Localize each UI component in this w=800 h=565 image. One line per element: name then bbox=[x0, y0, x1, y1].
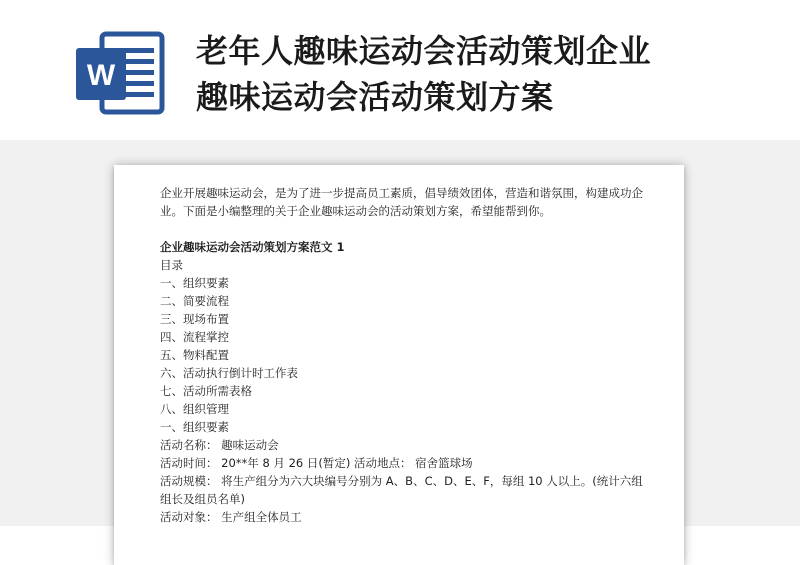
activity-rules: 活动规模： 将生产组分为六大块编号分别为 A、B、C、D、E、F，每组 10 人以上。(统计六组组长及组员名单) bbox=[160, 474, 643, 506]
toc-heading: 目录 bbox=[160, 258, 183, 272]
document-content bbox=[160, 184, 650, 526]
toc-item: 七、活动所需表格 bbox=[160, 384, 252, 398]
title-line-1: 老年人趣味运动会活动策划企业 bbox=[196, 32, 652, 70]
toc-item: 六、活动执行倒计时工作表 bbox=[160, 366, 298, 380]
toc-item: 五、物料配置 bbox=[160, 348, 229, 362]
toc-item: 一、组织要素 bbox=[160, 276, 229, 290]
section-title: 企业趣味运动会活动策划方案范文 1 bbox=[160, 240, 345, 254]
page-title bbox=[196, 28, 776, 120]
activity-time: 活动时间： 20**年 8 月 26 日(暂定) 活动地点： 宿舍篮球场 bbox=[160, 456, 473, 470]
word-document-icon bbox=[68, 30, 168, 116]
toc-item: 八、组织管理 bbox=[160, 402, 229, 416]
body-heading: 一、组织要素 bbox=[160, 420, 229, 434]
toc-item: 二、简要流程 bbox=[160, 294, 229, 308]
word-icon-letter: W bbox=[86, 59, 116, 92]
intro-paragraph: 企业开展趣味运动会，是为了进一步提高员工素质，倡导绩效团体，营造和谐氛围，构建成功企业。下面是小编整理的关于企业趣味运动会的活动策划方案，希望能帮到你。 bbox=[160, 186, 643, 218]
activity-name: 活动名称： 趣味运动会 bbox=[160, 438, 279, 452]
toc-item: 三、现场布置 bbox=[160, 312, 229, 326]
activity-target: 活动对象： 生产组全体员工 bbox=[160, 510, 302, 524]
title-line-2: 趣味运动会活动策划方案 bbox=[196, 78, 554, 116]
paragraph-gap bbox=[160, 220, 650, 238]
toc-item: 四、流程掌控 bbox=[160, 330, 229, 344]
